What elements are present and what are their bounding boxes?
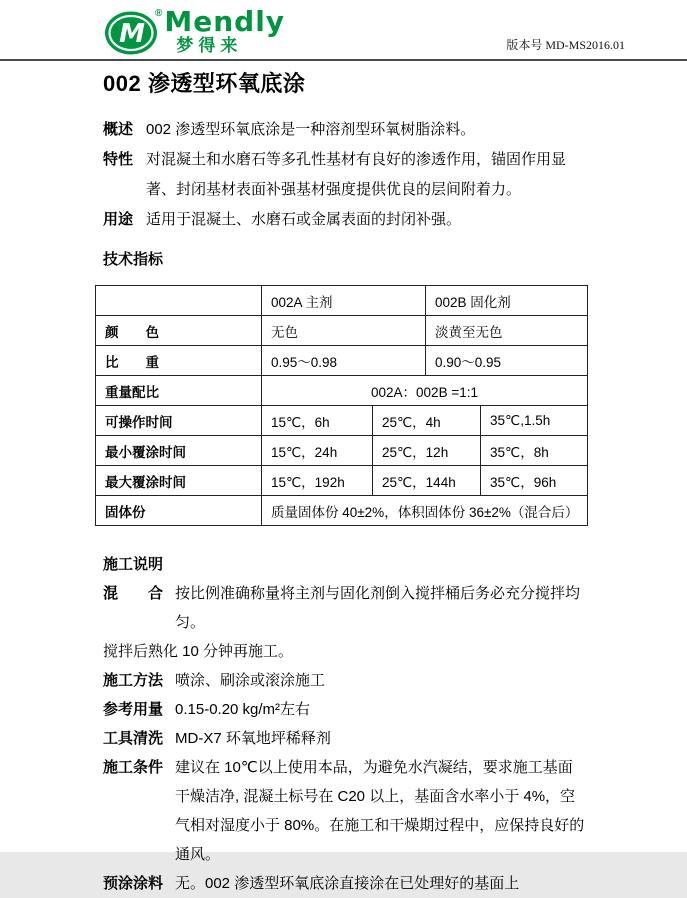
construction-sections (103, 579, 587, 898)
color-002b: 淡黄至无色 (426, 316, 588, 346)
mixing-row (103, 579, 587, 637)
overview-label: 概述 (103, 121, 134, 138)
features-row (103, 145, 587, 205)
brand-name-en: Mendly (164, 5, 286, 38)
brand-name-zh: 梦得来 (176, 36, 243, 55)
header-002a-cell: 002A 主剂 (262, 286, 426, 316)
solids-row (96, 496, 588, 526)
min-recoat-row (96, 436, 588, 466)
solids-label: 固体份 (96, 496, 262, 526)
conditions-label: 施工条件 (103, 759, 164, 776)
min-recoat-35c: 35℃，8h (481, 436, 588, 466)
conditions-text: 建议在 10℃以上使用本品，为避免水汽凝结，要求施工基面干燥洁净, 混凝土标号在 C20 以上，基面含水率小于 4%，空气相对湿度小于 80%。在施工和干燥期过程中，应保持良好的通风。 (175, 759, 585, 863)
dosage-text: 0.15-0.20 kg/m²左右 (175, 701, 311, 718)
min-recoat-label: 最小覆涂时间 (96, 436, 262, 466)
tech-specs-table (95, 285, 588, 526)
intro-sections (103, 115, 587, 235)
header-blank-cell (96, 286, 262, 316)
features-text: 对混凝土和水磨石等多孔性基材有良好的渗透作用，锚固作用显著、封闭基材表面补强基材强度提供优良的层间附着力。 (146, 151, 567, 198)
usage-label: 用途 (103, 211, 134, 228)
color-label: 颜 色 (96, 316, 262, 346)
usage-row (103, 205, 587, 235)
mixing-text: 按比例准确称量将主剂与固化剂倒入搅拌桶后务必充分搅拌均匀。 (175, 585, 581, 631)
pot-life-row (96, 406, 588, 436)
precoat-row (103, 869, 587, 898)
brand-logo (104, 5, 286, 56)
max-recoat-row (96, 466, 588, 496)
svg-text:M: M (119, 19, 145, 49)
ratio-row (96, 376, 588, 406)
gravity-002a: 0.95～0.98 (262, 346, 426, 376)
tech-specs-heading: 技术指标 (103, 251, 164, 268)
max-recoat-25c: 25℃，144h (373, 466, 481, 496)
mixing-label: 混 合 (103, 585, 164, 602)
solids-value: 质量固体份 40±2%，体积固体份 36±2%（混合后） (262, 496, 588, 526)
cleaning-text: MD-X7 环氧地坪稀释剂 (175, 730, 331, 747)
method-row (103, 666, 587, 695)
mixing-note: 搅拌后熟化 10 分钟再施工。 (103, 643, 294, 660)
features-label: 特性 (103, 151, 134, 168)
min-recoat-15c: 15℃，24h (262, 436, 373, 466)
precoat-label: 预涂涂料 (103, 875, 164, 892)
table-header-row (96, 286, 588, 316)
gravity-row (96, 346, 588, 376)
max-recoat-label: 最大覆涂时间 (96, 466, 262, 496)
usage-text: 适用于混凝土、水磨石或金属表面的封闭补强。 (146, 211, 462, 228)
page-title: 002 渗透型环氧底涂 (103, 71, 306, 96)
header-002b-cell: 002B 固化剂 (426, 286, 588, 316)
overview-text: 002 渗透型环氧底涂是一种溶剂型环氧树脂涂料。 (146, 121, 476, 138)
color-002a: 无色 (262, 316, 426, 346)
max-recoat-15c: 15℃，192h (262, 466, 373, 496)
registered-trademark-icon: ® (155, 8, 163, 19)
method-text: 喷涂、刷涂或滚涂施工 (175, 672, 326, 689)
ratio-label: 重量配比 (96, 376, 262, 406)
dosage-label: 参考用量 (103, 701, 164, 718)
method-label: 施工方法 (103, 672, 164, 689)
cleaning-row (103, 724, 587, 753)
pot-life-15c: 15℃，6h (262, 406, 373, 436)
ratio-value: 002A：002B =1:1 (262, 376, 588, 406)
pot-life-label: 可操作时间 (96, 406, 262, 436)
color-row (96, 316, 588, 346)
min-recoat-25c: 25℃，12h (373, 436, 481, 466)
cleaning-label: 工具清洗 (103, 730, 164, 747)
version-number: 版本号 MD-MS2016.01 (506, 38, 625, 52)
gravity-002b: 0.90～0.95 (426, 346, 588, 376)
pot-life-25c: 25℃，4h (373, 406, 481, 436)
conditions-row (103, 753, 587, 869)
overview-row (103, 115, 587, 145)
page-header (0, 0, 687, 61)
max-recoat-35c: 35℃，96h (481, 466, 588, 496)
gravity-label: 比 重 (96, 346, 262, 376)
pot-life-35c: 35℃,1.5h (481, 406, 588, 436)
brand-text (164, 5, 286, 55)
precoat-text: 无。002 渗透型环氧底涂直接涂在已处理好的基面上 (175, 875, 520, 892)
mendly-logo-icon (104, 8, 162, 56)
construction-heading: 施工说明 (103, 556, 164, 573)
dosage-row (103, 695, 587, 724)
